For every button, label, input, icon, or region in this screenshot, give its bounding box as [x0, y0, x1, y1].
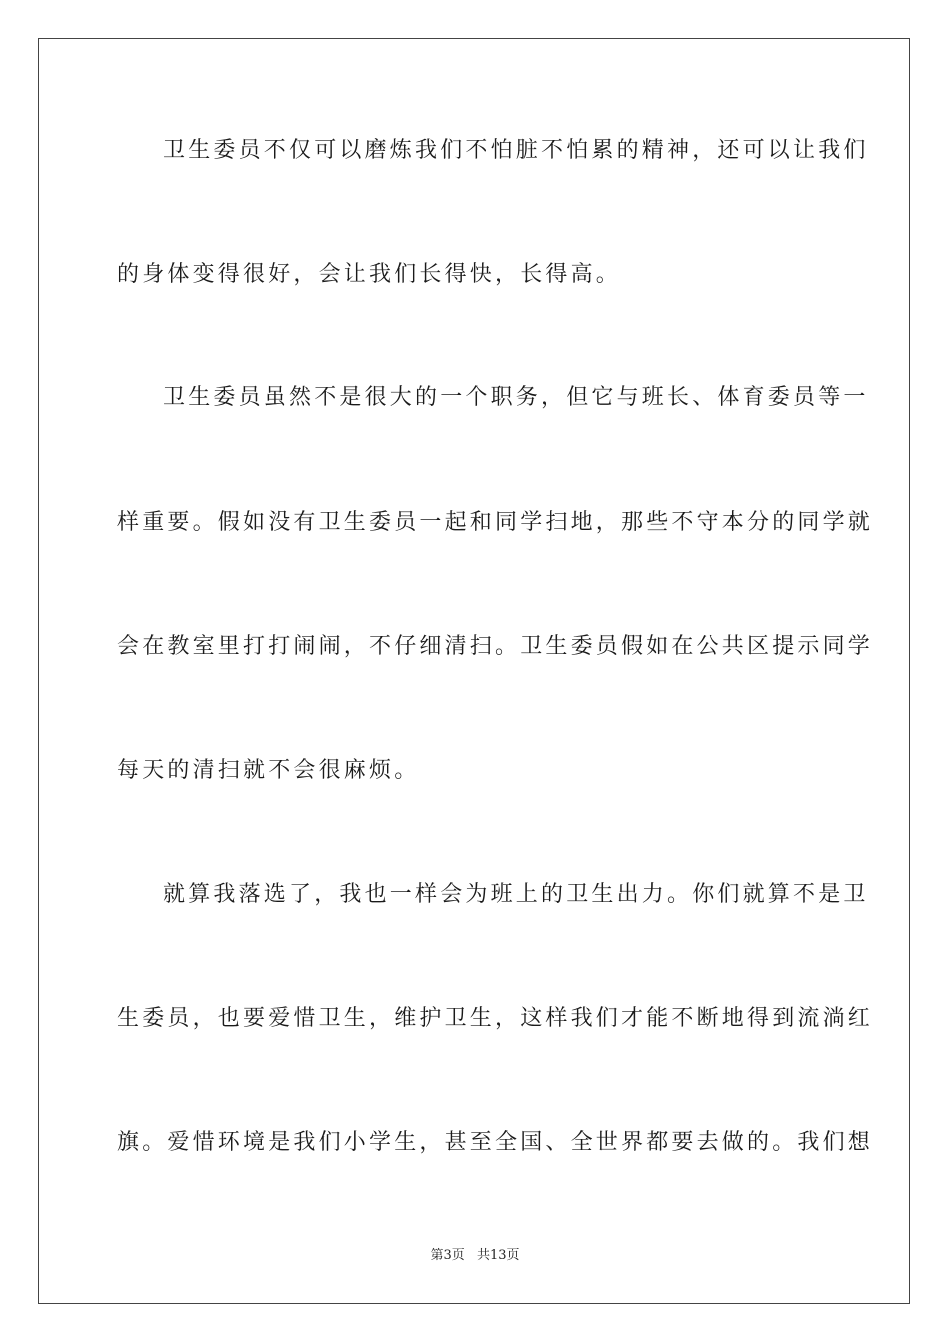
paragraph-2-line-3: 会在教室里打打闹闹，不仔细清扫。卫生委员假如在公共区提示同学 — [117, 634, 874, 659]
paragraph-3-line-1: 就算我落选了，我也一样会为班上的卫生出力。你们就算不是卫 — [163, 882, 869, 907]
page-footer — [0, 1247, 950, 1265]
paragraph-2-line-4: 每天的清扫就不会很麻烦。 — [117, 758, 420, 783]
paragraph-2-line-1: 卫生委员虽然不是很大的一个职务，但它与班长、体育委员等一 — [163, 385, 869, 410]
paragraph-3-line-2: 生委员，也要爱惜卫生，维护卫生，这样我们才能不断地得到流淌红 — [117, 1006, 874, 1031]
page-number: 第3页 — [430, 1248, 465, 1263]
paragraph-1-line-2: 的身体变得很好，会让我们长得快，长得高。 — [117, 262, 622, 287]
page-border — [38, 38, 910, 1304]
page-total: 共13页 — [476, 1248, 520, 1263]
paragraph-2-line-2: 样重要。假如没有卫生委员一起和同学扫地，那些不守本分的同学就 — [117, 510, 874, 535]
paragraph-3-line-3: 旗。爱惜环境是我们小学生，甚至全国、全世界都要去做的。我们想 — [117, 1130, 874, 1155]
paragraph-1-line-1: 卫生委员不仅可以磨炼我们不怕脏不怕累的精神，还可以让我们 — [163, 138, 869, 163]
